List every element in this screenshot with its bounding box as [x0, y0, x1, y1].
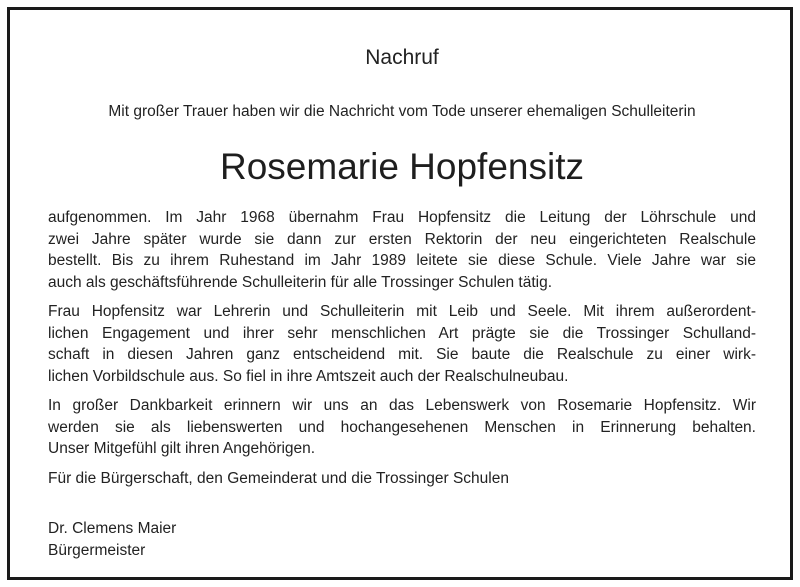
- obituary-body: [48, 207, 756, 497]
- signatory-name: Dr. Clemens Maier: [48, 520, 177, 537]
- text-line: In großer Dankbarkeit erinnern wir uns an das Lebenswerk von Rosemarie Hopfensitz. Wir: [48, 397, 756, 414]
- obituary-frame: [7, 7, 793, 580]
- text-line: schaft in diesen Jahren ganz entscheidend mit. Sie baute die Realschule zu einer wirk-: [48, 346, 756, 363]
- closing-line: [48, 468, 756, 490]
- signatory-title: Bürgermeister: [48, 541, 146, 559]
- text-line: zwei Jahre später wurde sie dann zur ersten Rektorin der neu eingerichteten Realschule: [48, 230, 756, 248]
- text-line: auch als geschäftsführende Schulleiterin für alle Trossinger Schulen tätig.: [48, 273, 553, 291]
- text-line: aufgenommen. Im Jahr 1968 übernahm Frau Hopfensitz die Leitung der Löhrschule und: [48, 209, 756, 226]
- paragraph-gratitude: [48, 395, 756, 460]
- text-line: Frau Hopfensitz war Lehrerin und Schulleiterin mit Leib und Seele. Mit ihrem außerordent-: [48, 303, 756, 320]
- text-line: lichen Engagement und ihrer sehr menschlichen Art prägte sie die Trossinger Schulland-: [48, 324, 756, 342]
- text-line: bestellt. Bis zu ihrem Ruhestand im Jahr 1989 leitete sie diese Schule. Viele Jahre war sie: [48, 252, 756, 269]
- paragraph-tribute: [48, 301, 756, 387]
- text-line: Unser Mitgefühl gilt ihren Angehörigen.: [48, 440, 316, 457]
- intro-sentence: Mit großer Trauer haben wir die Nachricht vom Tode unserer ehemaligen Schulleiterin: [108, 103, 696, 120]
- closing-text: Für die Bürgerschaft, den Gemeinderat und die Trossinger Schulen: [48, 469, 509, 487]
- signature-block: [48, 518, 756, 561]
- paragraph-career: [48, 207, 756, 293]
- notice-heading: Nachruf: [365, 46, 439, 69]
- text-line: lichen Vorbildschule aus. So fiel in ihre Amtszeit auch der Realschulneubau.: [48, 367, 569, 385]
- text-line: werden sie als liebenswerten und hochangesehenen Menschen in Erinnerung behalten.: [48, 418, 756, 436]
- deceased-name: Rosemarie Hopfensitz: [220, 146, 584, 187]
